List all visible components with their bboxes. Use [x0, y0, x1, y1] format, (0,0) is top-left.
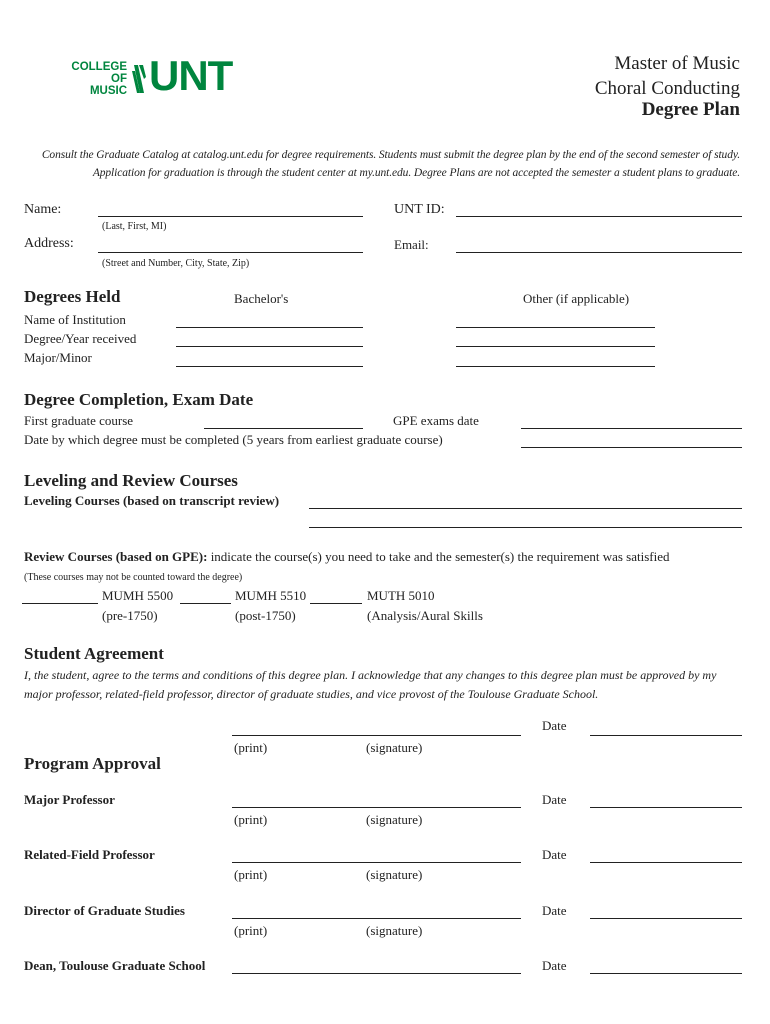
- degree-completion-heading: Degree Completion, Exam Date: [24, 390, 254, 409]
- related-field-professor-label: Related-Field Professor: [24, 847, 155, 862]
- deadline-label: Date by which degree must be completed (5 years from earliest graduate course): [24, 432, 443, 447]
- degree-year-label: Degree/Year received: [24, 331, 137, 346]
- mumh5500-desc: (pre-1750): [102, 608, 158, 623]
- dean-signature-field[interactable]: [232, 973, 521, 974]
- student-signature-label: (signature): [366, 740, 423, 755]
- major-professor-label: Major Professor: [24, 792, 115, 807]
- logo-college-line2: MUSIC: [89, 85, 127, 97]
- director-signature-label: (signature): [366, 923, 423, 938]
- email-label: Email:: [394, 237, 429, 252]
- review-courses-label-rest: indicate the course(s) you need to take and the semester(s) the requirement was satisfied: [207, 549, 670, 564]
- intro-line2: Application for graduation is through the student center at my.unt.edu. Degree Plans are not accepted the semester a student plans to graduate.: [92, 167, 740, 179]
- student-signature-field[interactable]: [232, 735, 521, 736]
- major-professor-date-label: Date: [542, 792, 567, 807]
- mumh5500-field[interactable]: [22, 603, 98, 604]
- bachelors-major-minor-field[interactable]: [176, 366, 363, 367]
- director-print-label: (print): [234, 923, 268, 938]
- mumh5510-desc: (post-1750): [235, 608, 296, 623]
- unt-logo: UNT: [149, 52, 233, 99]
- leveling-courses-label: Leveling Courses (based on transcript review): [24, 493, 280, 508]
- address-label: Address:: [24, 236, 74, 251]
- agreement-line2: major professor, related-field professor, director of graduate studies, and vice provost of the Toulouse Graduate School.: [24, 687, 599, 701]
- leveling-courses-field-1[interactable]: [309, 508, 742, 509]
- review-courses-label-bold: Review Courses (based on GPE):: [24, 549, 208, 564]
- bachelors-degree-year-field[interactable]: [176, 346, 363, 347]
- unt-id-field[interactable]: [456, 216, 742, 217]
- related-field-date-field[interactable]: [590, 862, 742, 863]
- mumh5510-code: MUMH 5510: [235, 588, 307, 603]
- other-degree-year-field[interactable]: [456, 346, 655, 347]
- major-professor-print-label: (print): [234, 812, 268, 827]
- review-courses-label: [24, 549, 670, 565]
- related-field-print-label: (print): [234, 867, 268, 882]
- major-professor-signature-label: (signature): [366, 812, 423, 827]
- unt-id-label: UNT ID:: [394, 202, 445, 217]
- related-field-signature-label: (signature): [366, 867, 423, 882]
- director-signature-field[interactable]: [232, 918, 521, 919]
- director-date-label: Date: [542, 903, 567, 918]
- student-agreement-heading: Student Agreement: [24, 644, 164, 663]
- address-field[interactable]: [98, 252, 363, 253]
- related-field-signature-field[interactable]: [232, 862, 521, 863]
- intro-line1: Consult the Graduate Catalog at catalog.unt.edu for degree requirements. Students must submit the degree plan by the end of the second semester of study.: [41, 149, 740, 161]
- gpe-date-field[interactable]: [521, 428, 742, 429]
- name-hint: (Last, First, MI): [102, 221, 167, 232]
- muth5010-code: MUTH 5010: [367, 588, 435, 603]
- institution-label: Name of Institution: [24, 312, 126, 327]
- review-note: (These courses may not be counted toward the degree): [24, 572, 243, 583]
- leveling-courses-field-2[interactable]: [309, 527, 742, 528]
- dean-date-label: Date: [542, 958, 567, 973]
- related-field-date-label: Date: [542, 847, 567, 862]
- logo-college-line1: COLLEGE OF: [71, 61, 127, 85]
- major-minor-label: Major/Minor: [24, 350, 92, 365]
- major-professor-date-field[interactable]: [590, 807, 742, 808]
- name-field[interactable]: [98, 216, 363, 217]
- director-date-field[interactable]: [590, 918, 742, 919]
- agreement-line1: I, the student, agree to the terms and conditions of this degree plan. I acknowledge that any changes to this degree plan must be approved by my: [24, 668, 717, 682]
- muth5010-desc: (Analysis/Aural Skills: [367, 608, 483, 623]
- leveling-heading: Leveling and Review Courses: [24, 471, 238, 490]
- first-course-field[interactable]: [204, 428, 363, 429]
- deadline-field[interactable]: [521, 447, 742, 448]
- address-hint: (Street and Number, City, State, Zip): [102, 258, 250, 269]
- other-column-label: Other (if applicable): [523, 291, 630, 306]
- first-course-label: First graduate course: [24, 413, 134, 428]
- dean-date-field[interactable]: [590, 973, 742, 974]
- bachelors-column-label: Bachelor's: [234, 291, 289, 306]
- college-of-music-logo-text: [55, 61, 127, 97]
- other-major-minor-field[interactable]: [456, 366, 655, 367]
- dean-label: Dean, Toulouse Graduate School: [24, 958, 206, 973]
- page-title: Degree Plan: [641, 99, 740, 120]
- major-professor-signature-field[interactable]: [232, 807, 521, 808]
- mumh5500-code: MUMH 5500: [102, 588, 174, 603]
- mumh5510-field[interactable]: [180, 603, 231, 604]
- title-line1: Master of Music: [614, 53, 740, 74]
- student-date-field[interactable]: [590, 735, 742, 736]
- title-line2: Choral Conducting: [594, 78, 740, 99]
- student-print-label: (print): [234, 740, 268, 755]
- bachelors-institution-field[interactable]: [176, 327, 363, 328]
- director-graduate-studies-label: Director of Graduate Studies: [24, 903, 185, 918]
- degrees-held-heading: Degrees Held: [24, 287, 121, 306]
- unt-eagle-mark-icon: [132, 63, 146, 95]
- student-date-label: Date: [542, 718, 567, 733]
- other-institution-field[interactable]: [456, 327, 655, 328]
- muth5010-field[interactable]: [310, 603, 362, 604]
- name-label: Name:: [24, 202, 62, 217]
- email-field[interactable]: [456, 252, 742, 253]
- gpe-date-label: GPE exams date: [393, 413, 479, 428]
- program-approval-heading: Program Approval: [24, 754, 161, 773]
